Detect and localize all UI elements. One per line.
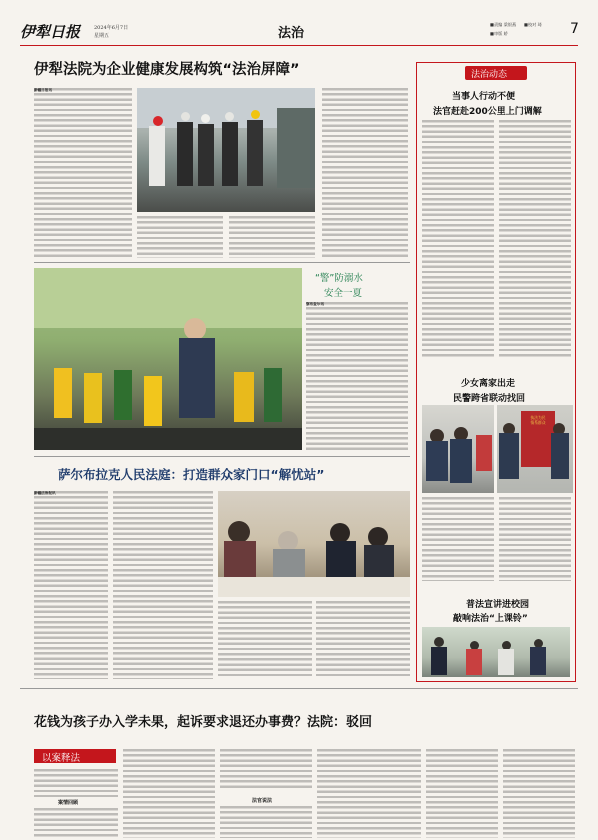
sidebar-story2-body-col2 xyxy=(499,497,571,581)
case-body-col3b xyxy=(220,806,312,838)
sidebar-story2-banner-text: 执法为民 情系群众 xyxy=(530,415,546,425)
lead-body-col3 xyxy=(229,216,315,258)
case-body-col1 xyxy=(34,808,118,838)
court-photo xyxy=(218,491,410,597)
section-name: 法治 xyxy=(278,26,305,41)
antidrown-headline: “警”防溺水 xyxy=(315,273,363,284)
court-body-col1 xyxy=(34,491,108,679)
antidrown-byline: 察布查尔讯 xyxy=(306,302,324,306)
sidebar-column-title-text: 法治动态 xyxy=(471,70,508,80)
case-body-col3 xyxy=(220,749,312,789)
case-body-col5 xyxy=(426,749,498,838)
case-body-col6 xyxy=(503,749,575,838)
lead-body-col1 xyxy=(34,88,132,258)
case-body-col4 xyxy=(317,749,421,838)
lead-byline: 新疆日报讯 xyxy=(34,88,52,92)
reviewer-name: 审版 娇 xyxy=(493,31,508,36)
proofreader-name: 校对 琦 xyxy=(527,22,542,27)
court-body-col4 xyxy=(316,601,410,679)
sidebar-story1-headline-line1: 当事人行动不便 xyxy=(452,92,516,102)
lead-body-col4 xyxy=(322,88,408,258)
sidebar-story2-photo-left xyxy=(422,405,494,493)
editor-name: 责编 梁银燕 xyxy=(493,22,517,27)
court-body-col3 xyxy=(218,601,312,679)
sidebar-story2-photo-right xyxy=(497,405,573,493)
lead-photo xyxy=(137,88,315,212)
sidebar-story2-headline-line1: 少女离家出走 xyxy=(461,379,516,389)
newspaper-logo: 伊犁日报 xyxy=(20,23,81,41)
lead-body-col2 xyxy=(137,216,223,258)
sidebar-story3-headline-line1: 普法宣讲进校园 xyxy=(466,600,530,610)
sidebar-story1-body-col2 xyxy=(499,120,571,358)
sidebar-story1-headline-line2: 法官赶赴200公里上门调解 xyxy=(433,107,542,117)
sidebar-story3-photo xyxy=(422,627,570,677)
case-body-intro xyxy=(34,769,118,797)
reviewer-credit: ■审版 娇 xyxy=(490,31,508,36)
masthead xyxy=(14,18,584,46)
case-body-col2 xyxy=(123,749,215,838)
court-headline: 萨尔布拉克人民法庭：打造群众家门口“解忧站” xyxy=(58,467,325,482)
sidebar-story3-headline-line2: 敲响法治“上课铃” xyxy=(453,614,528,624)
case-subhead-judge: 法官说法 xyxy=(252,798,273,804)
sidebar-story2-body-col1 xyxy=(422,497,494,581)
antidrown-photo xyxy=(34,268,302,450)
case-column-tag xyxy=(34,749,116,763)
case-headline: 花钱为孩子办入学未果，起诉要求退还办事费？法院：驳回 xyxy=(34,715,373,730)
lead-headline: 伊犁法院为企业健康发展构筑“法治屏障” xyxy=(34,62,300,78)
page-number: 7 xyxy=(570,21,579,37)
editor-credit: ■责编 梁银燕 xyxy=(490,22,517,27)
proofreader-credit: ■校对 琦 xyxy=(524,22,542,27)
sidebar-story2-headline-line2: 民警跨省联动找回 xyxy=(453,394,526,404)
court-byline: 新疆法治报讯 xyxy=(34,491,56,495)
case-top-rule xyxy=(20,688,578,689)
issue-weekday: 星期五 xyxy=(94,33,110,39)
court-body-col2 xyxy=(113,491,213,679)
case-column-tag-text: 以案释法 xyxy=(42,753,81,764)
issue-date: 2024年6月7日 xyxy=(94,25,129,31)
antidrown-body xyxy=(306,302,408,452)
sidebar-story1-body-col1 xyxy=(422,120,494,358)
antidrown-subheadline: 安全一夏 xyxy=(324,288,363,299)
sidebar-column-title xyxy=(465,66,527,80)
lead-bottom-rule xyxy=(34,262,410,263)
case-subhead-review: 案情回顾 xyxy=(58,800,79,806)
masthead-rule xyxy=(20,45,578,46)
antidrown-bottom-rule xyxy=(34,456,410,457)
